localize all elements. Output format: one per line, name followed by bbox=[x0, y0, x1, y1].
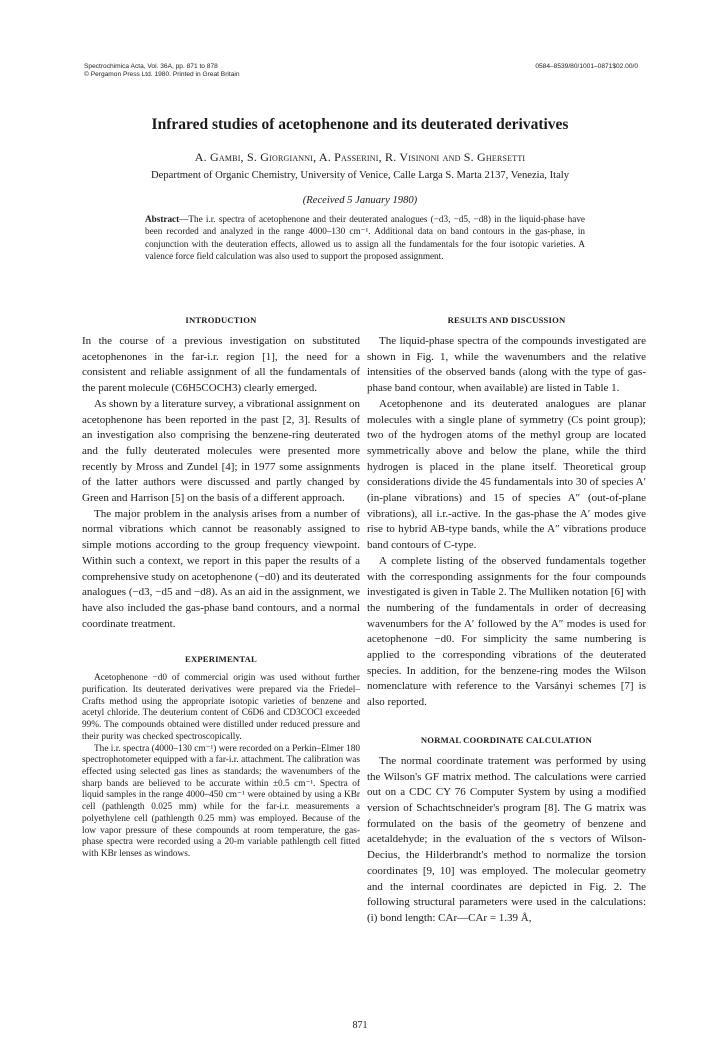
intro-paragraph-3: The major problem in the analysis arises from a number of normal vibrations which cannot be reasonably assigned to simple motions according to the group frequency viewpoint. Within such a context, we report in this paper the results of a comprehensive study on acetophenone (−d0) and its deuterated analogues (−d3, −d5 and −d8). As an aid in the assignment, we have also included the gas-phase band contours, and a normal coordinate treatment. bbox=[82, 507, 360, 630]
experimental-heading: EXPERIMENTAL bbox=[185, 654, 257, 665]
journal-citation bbox=[84, 63, 240, 79]
ncc-paragraph-1: The normal coordinate tratement was performed by using the Wilson's GF matrix method. The calculations were carried out on a CDC CY 76 Computer System by using a modified version of Schachtschneider's program [8]. The G matrix was formulated on the basis of the geometry of benzene and acetaldehyde; in the evaluation of the s vectors of Wilson-Decius, the Hilderbrandt's method to normalize the torsion coordinates [9, 10] was employed. The molecular geometry and the internal coordinates are depicted in Fig. 2. The following structural parameters were used in the calculations: (i) bond length: CAr—CAr = 1.39 Å, bbox=[367, 754, 646, 924]
journal-line-2: © Pergamon Press Ltd. 1980. Printed in Great Britain bbox=[84, 71, 240, 78]
abstract-label: Abstract bbox=[145, 214, 180, 224]
experimental-paragraph-2: The i.r. spectra (4000–130 cm⁻¹) were recorded on a Perkin–Elmer 180 spectrophotometer equipped with a far-i.r. attachment. The calibration was effected using selected gas lines as standards; the wavenumbers of the sharp bands are believed to be accurate within ±0.5 cm⁻¹. Spectra of liquid samples in the range 4000–450 cm⁻¹ were obtained by using a KBr cell (pathlength 0.025 mm) while for the far-i.r. measurements a polyethylene cell (pathlength 0.25 mm) was employed. Because of the low vapor pressure of these compounds at room temperature, the gas-phase spectra were recorded using a 20-m variable pathlength cell fitted with KBr lenses as windows. bbox=[82, 743, 360, 859]
results-paragraph-3: A complete listing of the observed fundamentals together with the corresponding assignments for the four compounds investigated is given in Table 2. The Mulliken notation [6] with the numbering of the fundamentals in order of decreasing wavenumbers for the A′ followed by the A″ modes is used for acetophenone −d0. For simplicity the same numbering is applied to the corresponding vibrations of the deuterated species. In addition, for the benzene-ring modes the Wilson nomenclature with reference to the Varsányi schemes [7] is also reported. bbox=[367, 554, 646, 709]
intro-paragraph-2: As shown by a literature survey, a vibrational assignment on acetophenone has been reported in the past [2, 3]. Results of an investigation also comprising the benzene-ring deuterated and the fully deuterated molecules were presented more recently by Mross and Zundel [4]; in 1977 some assignments of the latter authors were discussed and partly changed by Green and Harrison [5] on the basis of a different approach. bbox=[82, 397, 360, 505]
results-body bbox=[367, 334, 646, 711]
paper-title: Infrared studies of acetophenone and its deuterated derivatives bbox=[151, 116, 569, 133]
journal-line-1: Spectrochimica Acta, Vol. 36A, pp. 871 to 878 bbox=[84, 63, 218, 70]
abstract-text: —The i.r. spectra of acetophenone and their deuterated analogues (−d3, −d5, −d8) in the liquid-phase have been recorded and analyzed in the range 4000–130 cm⁻¹. Additional data on band contours in the gas-phase, in conjunction with the deuteration effects, allowed us to assign all the fundamentals for the four isotopic varieties. A valence force field calculation was also used to support the proposed assignment. bbox=[145, 214, 585, 261]
intro-paragraph-1: In the course of a previous investigation on substituted acetophenones in the far-i.r. region [1], the need for a consistent and reliable assignment of all the fundamentals of the parent molecule (C6H5COCH3) clearly emerged. bbox=[82, 335, 360, 395]
right-column bbox=[367, 315, 646, 927]
experimental-body bbox=[82, 673, 360, 860]
normal-coordinate-heading: NORMAL COORDINATE CALCULATION bbox=[420, 734, 593, 745]
received-date: (Received 5 January 1980) bbox=[302, 195, 418, 206]
normal-coordinate-body bbox=[367, 754, 646, 927]
affiliation: Department of Organic Chemistry, University of Venice, Calle Larga S. Marta 2137, Venezia, Italy bbox=[150, 170, 570, 181]
results-heading: RESULTS AND DISCUSSION bbox=[447, 315, 566, 325]
results-paragraph-1: The liquid-phase spectra of the compounds investigated are shown in Fig. 1, while the wavenumbers and the relative intensities of the observed bands (along with the type of gas-phase band contour, when available) are listed in Table 1. bbox=[367, 335, 646, 395]
abstract bbox=[145, 213, 585, 262]
left-column bbox=[82, 315, 360, 861]
introduction-body bbox=[82, 334, 360, 632]
introduction-heading: INTRODUCTION bbox=[185, 315, 257, 325]
author-list: A. Gambi, S. Giorgianni, A. Passerini, R. Visinoni and S. Ghersetti bbox=[194, 150, 526, 164]
article-code: 0584–8539/80/1001–0871$02.00/0 bbox=[535, 63, 638, 70]
results-paragraph-2: Acetophenone and its deuterated analogues are planar molecules with a single plane of symmetry (Cs point group); two of the hydrogen atoms of the methyl group are located symmetrically above and below the plane, while the third hydrogen is placed in the plane itself. Theoretical group considerations divide the 45 fundamentals into 30 of species A′ (in-plane vibrations) and 15 of species A″ (out-of-plane vibrations), all i.r.-active. In the gas-phase the A′ modes give rise to hybrid AB-type bands, while the A″ vibrations produce band contours of C-type. bbox=[367, 397, 646, 552]
experimental-paragraph-1: Acetophenone −d0 of commercial origin was used without further purification. Its deuterated derivatives were prepared via the Friedel–Crafts method using the appropriate isotopic varieties of benzene and acetyl chloride. The deuterium content of C6D6 and CD3COCl exceeded 99%. The compounds obtained were distilled under reduced pressure and their purity was checked spectroscopically. bbox=[82, 673, 360, 742]
page-number: 871 bbox=[352, 1020, 368, 1031]
